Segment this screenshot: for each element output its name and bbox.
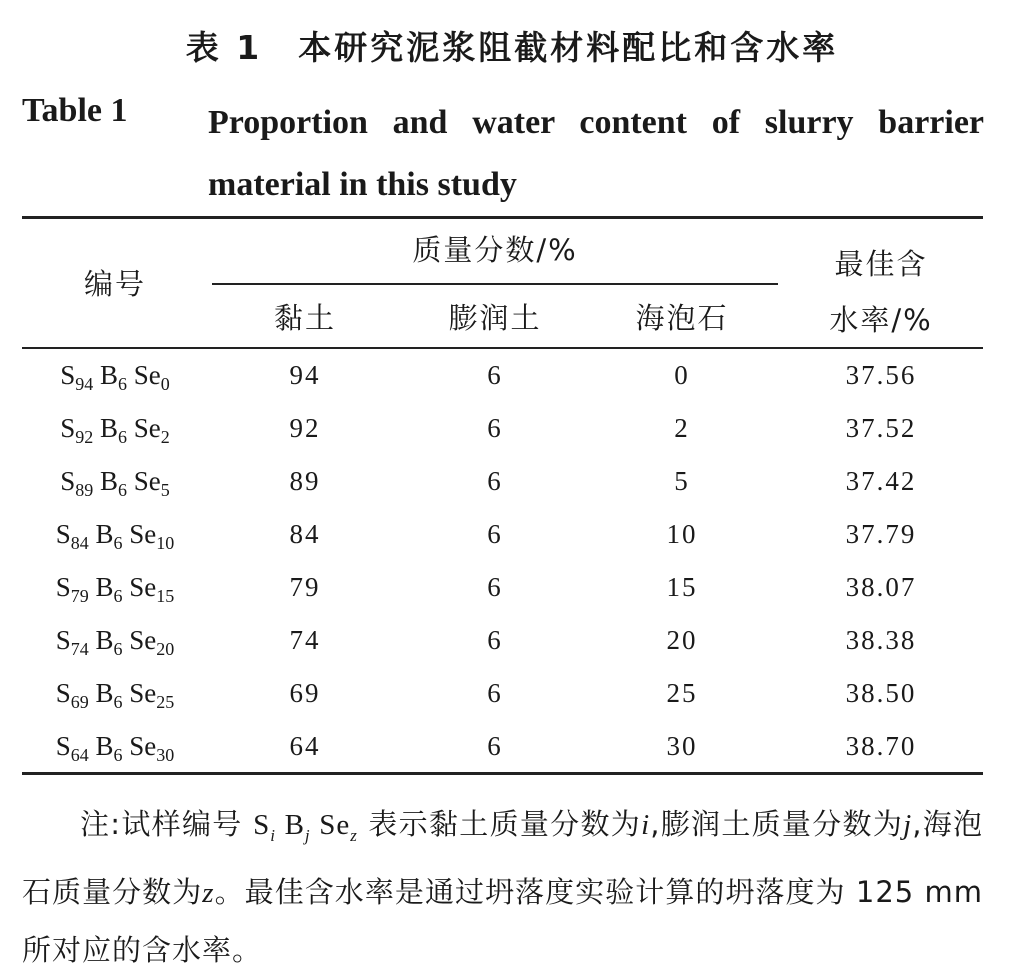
note-var-z: z [202, 876, 215, 909]
header-water-content-line2: 水率/% [829, 303, 933, 337]
header-group [212, 228, 778, 269]
cell-sepiolite: 30 [666, 731, 698, 761]
cell-water-content: 38.38 [845, 625, 917, 655]
sub-clay: 69 [70, 692, 89, 712]
cell-water-content: 38.70 [845, 731, 917, 761]
cell-clay: 92 [289, 413, 321, 443]
cell-sample-id: $S_{64}$ $B_6$ $Se_{30}$ [55, 731, 175, 765]
note-var-i: i [641, 809, 651, 841]
note-sample-code: $S_i$ $B_j$ $Se_z$ [253, 809, 358, 845]
cell-clay: 94 [289, 360, 321, 390]
sub-clay: 94 [75, 374, 94, 394]
cell-sample-id: $S_{92}$ $B_6$ $Se_2$ [60, 413, 170, 447]
table-title-cn [0, 22, 1024, 69]
header-bentonite: 膨润土 [448, 301, 542, 335]
table-row [22, 508, 983, 561]
cell-sepiolite: 0 [674, 360, 690, 390]
header-sepiolite: 海泡石 [635, 301, 729, 335]
group-rule [212, 283, 778, 285]
table-label-cn: 表 1 [185, 28, 263, 67]
cell-bentonite: 6 [487, 572, 503, 602]
table-caption-cn: 本研究泥浆阻截材料配比和含水率 [298, 28, 839, 67]
cell-sample-id: $S_{84}$ $B_6$ $Se_{10}$ [55, 519, 175, 553]
table-row [22, 720, 983, 773]
sub-bentonite: 6 [118, 374, 128, 394]
table-row [22, 561, 983, 614]
cell-bentonite: 6 [487, 519, 503, 549]
sub-sepiolite: 10 [156, 533, 175, 553]
table-row [22, 614, 983, 667]
sub-sepiolite: 15 [156, 586, 175, 606]
sub-sepiolite: 5 [160, 480, 170, 500]
cell-bentonite: 6 [487, 413, 503, 443]
table-row [22, 667, 983, 720]
top-rule [22, 216, 983, 219]
cell-bentonite: 6 [487, 625, 503, 655]
cell-water-content: 37.42 [845, 466, 917, 496]
header-clay: 黏土 [273, 301, 336, 335]
sub-clay: 89 [75, 480, 94, 500]
sub-sepiolite: 25 [156, 692, 175, 712]
sub-bentonite: 6 [113, 639, 123, 659]
cell-clay: 64 [289, 731, 321, 761]
sub-sepiolite: 0 [160, 374, 170, 394]
header-id: 编号 [83, 267, 146, 301]
cell-bentonite: 6 [487, 360, 503, 390]
table-note [22, 796, 983, 979]
sub-bentonite: 6 [118, 480, 128, 500]
cell-sepiolite: 10 [666, 519, 698, 549]
cell-clay: 74 [289, 625, 321, 655]
cell-bentonite: 6 [487, 678, 503, 708]
cell-bentonite: 6 [487, 731, 503, 761]
sub-clay: 84 [70, 533, 89, 553]
cell-water-content: 38.07 [845, 572, 917, 602]
header-water-content-line1: 最佳含 [834, 247, 928, 281]
sub-bentonite: 6 [113, 692, 123, 712]
sub-sepiolite: 30 [156, 745, 175, 765]
note-part-4: ,海泡石质量分数为 [22, 807, 984, 909]
cell-clay: 79 [289, 572, 321, 602]
sub-bentonite: 6 [113, 533, 123, 553]
sub-bentonite: 6 [118, 427, 128, 447]
sub-sepiolite: 20 [156, 639, 175, 659]
note-part-3: ,膨润土质量分数为 [650, 807, 904, 841]
cell-sepiolite: 20 [666, 625, 698, 655]
cell-water-content: 37.52 [845, 413, 917, 443]
cell-bentonite: 6 [487, 466, 503, 496]
sub-clay: 79 [70, 586, 89, 606]
cell-sepiolite: 15 [666, 572, 698, 602]
note-var-j: j [903, 809, 913, 841]
cell-water-content: 37.56 [845, 360, 917, 390]
sub-bentonite: 6 [113, 745, 123, 765]
cell-water-content: 37.79 [845, 519, 917, 549]
cell-water-content: 38.50 [845, 678, 917, 708]
sub-bentonite: 6 [113, 586, 123, 606]
cell-clay: 69 [289, 678, 321, 708]
cell-sepiolite: 25 [666, 678, 698, 708]
cell-clay: 89 [289, 466, 321, 496]
table-label-en: Table 1 [22, 92, 128, 129]
cell-sample-id: $S_{69}$ $B_6$ $Se_{25}$ [55, 678, 175, 712]
cell-sample-id: $S_{74}$ $B_6$ $Se_{20}$ [55, 625, 175, 659]
sub-clay: 92 [75, 427, 94, 447]
note-part-1: 注:试样编号 [80, 807, 243, 841]
note-part-5: 。最佳含水率是通过坍落度实验计算的坍落度为 125 mm 所对应的含水率。 [22, 874, 983, 967]
sub-clay: 64 [70, 745, 89, 765]
cell-clay: 84 [289, 519, 321, 549]
cell-sepiolite: 2 [674, 413, 690, 443]
table-row [22, 349, 983, 402]
cell-sepiolite: 5 [674, 466, 690, 496]
cell-sample-id: $S_{79}$ $B_6$ $Se_{15}$ [55, 572, 175, 606]
table-row [22, 455, 983, 508]
cell-sample-id: $S_{94}$ $B_6$ $Se_0$ [60, 360, 170, 394]
cell-sample-id: $S_{89}$ $B_6$ $Se_5$ [60, 466, 170, 500]
sub-clay: 74 [70, 639, 89, 659]
header-group-label: 质量分数/% [412, 233, 578, 267]
sub-sepiolite: 2 [160, 427, 170, 447]
table-caption-en: Proportion and water content of slurry barrier material in this study [208, 104, 984, 203]
bottom-rule [22, 772, 983, 775]
note-part-2: 表示黏土质量分数为 [368, 807, 642, 841]
header-water-content [786, 236, 976, 348]
table-row [22, 402, 983, 455]
